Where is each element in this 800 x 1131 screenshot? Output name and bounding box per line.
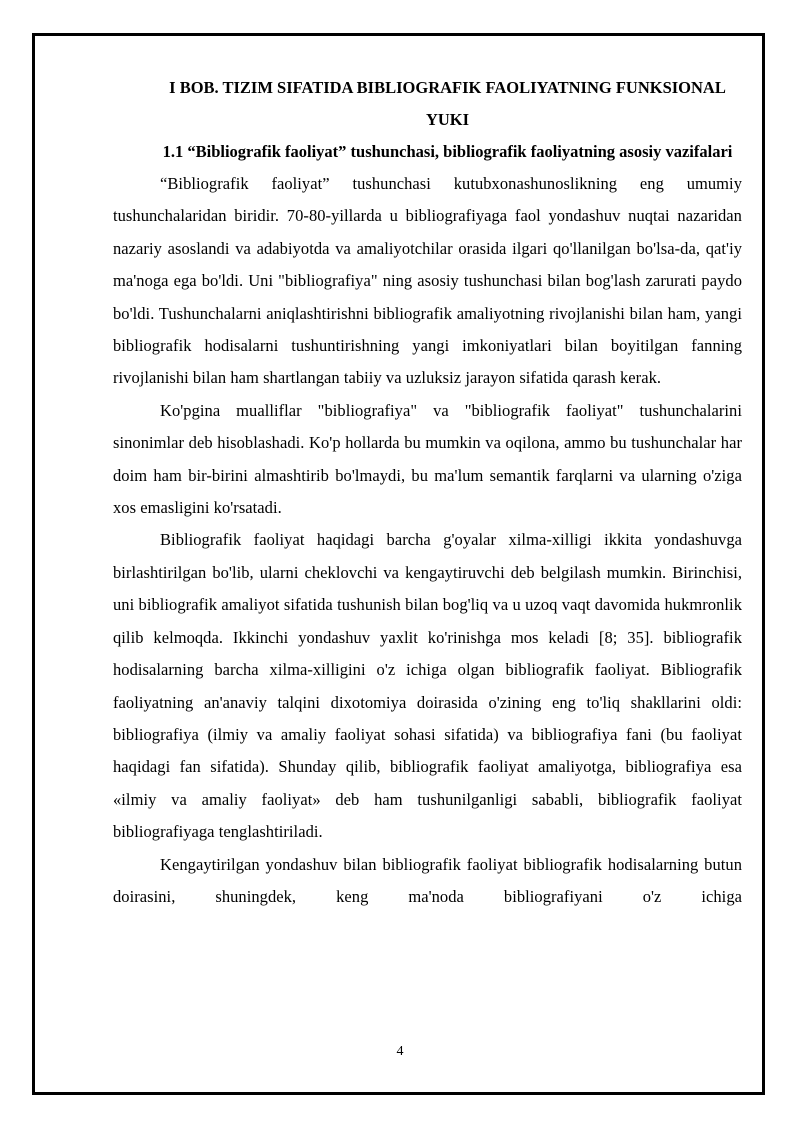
document-body <box>113 72 742 913</box>
paragraph: “Bibliografik faoliyat” tushunchasi kutubxonashunoslikning eng umumiy tushunchalaridan biridir. 70-80-yillarda u bibliografiyaga faol yondashuv nuqtai nazaridan nazariy asoslandi va adabiyotda va amaliyotchilar orasida ilgari qo'llanilgan bo'lsa-da, qat'iy ma'noga ega bo'ldi. Uni "bibliografiya" ning asosiy tushunchasi bilan bog'lash zarurati paydo bo'ldi. Tushunchalarni aniqlashtirishni bibliografik amaliyotning rivojlanishi bilan ham, yangi bibliografik hodisalarni tushuntirishning yangi imkoniyatlari bilan boyitilgan fanning rivojlanishi bilan ham shartlangan tabiiy va uzluksiz jarayon sifatida qarash kerak. <box>113 174 742 388</box>
section-title: 1.1 “Bibliografik faoliyat” tushunchasi, bibliografik faoliyatning asosiy vazifalari <box>162 142 733 161</box>
paragraph: Kengaytirilgan yondashuv bilan bibliografik faoliyat bibliografik hodisalarning butun doirasini, shuningdek, keng ma'noda bibliografiyani o'z ichiga <box>113 854 742 906</box>
chapter-title: I BOB. TIZIM SIFATIDA BIBLIOGRAFIK FAOLIYATNING FUNKSIONAL YUKI <box>169 78 726 129</box>
page-number: 4 <box>396 1044 404 1059</box>
paragraph: Ko'pgina mualliflar "bibliografiya" va "bibliografik faoliyat" tushunchalarini sinonimlar deb hisoblashadi. Ko'p hollarda bu mumkin va oqilona, ammo bu tushunchalar har doim ham bir-birini almashtirib bo'lmaydi, bu ma'lum semantik farqlarni va ularning o'ziga xos emasligini ko'rsatadi. <box>113 400 742 518</box>
paragraph: Bibliografik faoliyat haqidagi barcha g'oyalar xilma-xilligi ikkita yondashuvga birlashtirilgan bo'lib, ularni cheklovchi va kengaytiruvchi deb belgilash mumkin. Birinchisi, uni bibliografik amaliyot sifatida tushunish bilan bog'liq va u uzoq vaqt davomida hukmronlik qilib kelmoqda. Ikkinchi yondashuv yaxlit ko'rinishga mos keladi [8; 35]. bibliografik hodisalarning barcha xilma-xilligini o'z ichiga olgan bibliografik faoliyat. Bibliografik faoliyatning an'anaviy talqini dixotomiya doirasida o'zining eng to'liq shakllarini oldi: bibliografiya (ilmiy va amaliy faoliyat sohasi sifatida) va bibliografiya fani (bu faoliyat haqidagi fan sifatida). Shunday qilib, bibliografik faoliyat amaliyotga, bibliografiya esa «ilmiy va amaliy faoliyat» deb ham tushunilganligi sababli, bibliografik faoliyat bibliografiyaga tenglashtiriladi. <box>113 530 742 842</box>
